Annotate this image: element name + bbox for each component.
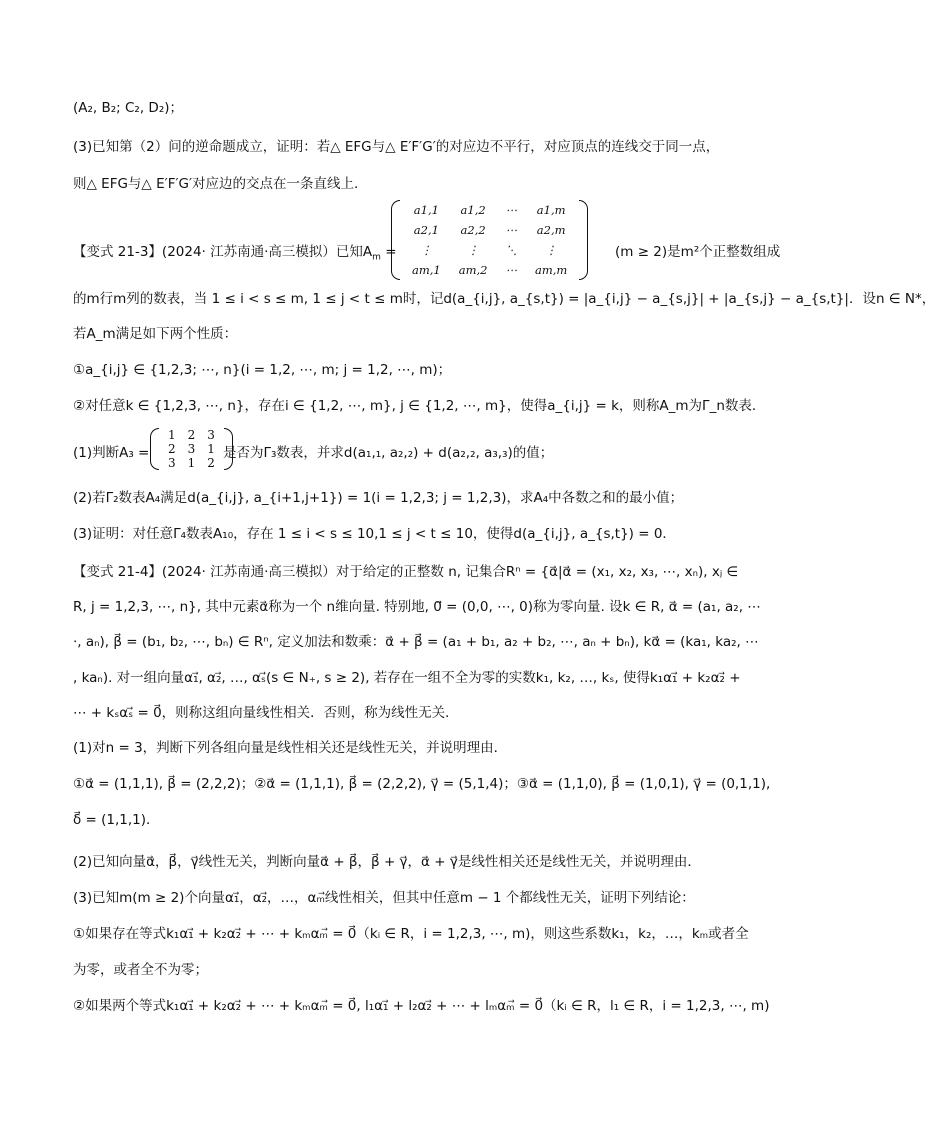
text-line-14: ⋅, aₙ), β⃗ = (b₁, b₂, ⋯, bₙ) ∈ Rⁿ, 定义加法和数乘：α⃗ + β⃗ = (a₁ + b₁, a₂ + b₂, ⋯, aₙ + bₙ), kα⃗ = (ka₁, ka₂, ⋯ bbox=[73, 634, 759, 650]
text-line-1: (A₂, B₂; C₂, D₂)； bbox=[73, 100, 184, 116]
a3-cell: 1 bbox=[187, 456, 196, 470]
am-cell: ⋯ bbox=[505, 263, 517, 277]
am-cell: ⋯ bbox=[505, 203, 517, 217]
a3-cell: 1 bbox=[168, 428, 176, 442]
text-line-16: ⋯ + kₛαₛ⃗ = 0⃗，则称这组向量线性相关．否则，称为线性无关． bbox=[73, 705, 459, 721]
a3-cell: 3 bbox=[168, 456, 176, 470]
text-line-12: 【变式 21-4】(2024· 江苏南通·高三模拟）对于给定的正整数 n, 记集合Rⁿ = {α⃗|α⃗ = (x₁, x₂, x₃, ⋯, xₙ), xⱼ ∈ bbox=[73, 564, 739, 580]
a3-cell: 1 bbox=[207, 442, 215, 456]
am-cell: ⋮ bbox=[420, 243, 433, 257]
question-1-prefix: (1)判断A₃ = bbox=[73, 445, 150, 461]
am-cell: a1,2 bbox=[460, 203, 486, 217]
matrix-a3 bbox=[150, 428, 233, 474]
text-line-22: ①如果存在等式k₁α₁⃗ + k₂α₂⃗ + ⋯ + kₘαₘ⃗ = 0⃗（kᵢ ∈ R，i = 1,2,3, ⋯, m)，则这些系数k₁，k₂，…，kₘ或者全 bbox=[73, 926, 749, 942]
variant-21-3-sub: m bbox=[372, 252, 381, 263]
text-line-11: (3)证明：对任意Γ₄数表A₁₀，存在 1 ≤ i < s ≤ 10,1 ≤ j < t ≤ 10，使得d(a_{i,j}, a_{s,t}) = 0． bbox=[73, 526, 676, 542]
a3-cell: 2 bbox=[207, 456, 215, 470]
text-line-24: ②如果两个等式k₁α₁⃗ + k₂α₂⃗ + ⋯ + kₘαₘ⃗ = 0⃗, l₁α₁⃗ + l₂α₂⃗ + ⋯ + lₘαₘ⃗ = 0⃗（kᵢ ∈ R，l₁ ∈ R，i = 1,2,3, ⋯, m) bbox=[73, 998, 770, 1014]
a3-cell: 2 bbox=[187, 428, 196, 442]
am-cell: am,m bbox=[534, 263, 568, 277]
am-cell: ⋮ bbox=[545, 243, 557, 257]
am-cell: a2,1 bbox=[413, 223, 439, 237]
am-cell: a1,m bbox=[536, 203, 566, 217]
a3-cell: 2 bbox=[168, 442, 176, 456]
text-line-6: 若A_m满足如下两个性质： bbox=[73, 326, 238, 342]
text-line-13: R, j = 1,2,3, ⋯, n}, 其中元素α⃗称为一个 n维向量. 特别地, 0⃗ = (0,0, ⋯, 0)称为零向量. 设k ∈ R, α⃗ = (a₁, a₂, ⋯ bbox=[73, 599, 761, 615]
text-line-3: 则△ EFG与△ E′F′G′对应边的交点在一条直线上． bbox=[73, 176, 368, 192]
text-line-18: ①α⃗ = (1,1,1), β⃗ = (2,2,2)；②α⃗ = (1,1,1), β⃗ = (2,2,2), γ⃗ = (5,1,4)；③α⃗ = (1,1,0), β⃗ = (1,0,1), γ⃗ = (0,1,1), bbox=[73, 776, 771, 792]
a3-cell: 3 bbox=[207, 428, 215, 442]
text-line-19: δ⃗ = (1,1,1)． bbox=[73, 812, 160, 828]
am-cell: ⋮ bbox=[467, 243, 479, 257]
text-line-21: (3)已知m(m ≥ 2)个向量α₁⃗，α₂⃗，…，αₘ⃗线性相关，但其中任意m − 1 个都线性无关，证明下列结论： bbox=[73, 890, 695, 906]
variant-21-3-suffix: (m ≥ 2)是m²个正整数组成 bbox=[615, 244, 781, 260]
text-line-8: ②对任意k ∈ {1,2,3, ⋯, n}，存在i ∈ {1,2, ⋯, m}, j ∈ {1,2, ⋯, m}，使得a_{i,j} = k，则称A_m为Γ_n数表． bbox=[73, 398, 766, 414]
am-cell: a2,m bbox=[536, 223, 566, 237]
variant-21-3-prefix: 【变式 21-3】(2024· 江苏南通·高三模拟）已知A bbox=[73, 244, 373, 260]
text-line-2: (3)已知第（2）问的逆命题成立，证明：若△ EFG与△ E′F′G′的对应边不平行，对应顶点的连线交于同一点， bbox=[73, 139, 720, 155]
text-line-5: 的m行m列的数表，当 1 ≤ i < s ≤ m, 1 ≤ j < t ≤ m时，记d(a_{i,j}, a_{s,t}) = |a_{i,j} − a_{s,j}| + |a_{s,j} − a_{s,t}|．设n ∈ N*， bbox=[73, 291, 935, 307]
text-line-20: (2)已知向量α⃗，β⃗，γ⃗线性无关，判断向量α⃗ + β⃗，β⃗ + γ⃗，α⃗ + γ⃗是线性相关还是线性无关，并说明理由． bbox=[73, 854, 701, 870]
a3-cell: 3 bbox=[187, 442, 196, 456]
text-line-7: ①a_{i,j} ∈ {1,2,3; ⋯, n}(i = 1,2, ⋯, m; j = 1,2, ⋯, m)； bbox=[73, 362, 452, 378]
matrix-am bbox=[391, 200, 588, 284]
question-1-suffix: 是否为Γ₃数表，并求d(a₁,₁, a₂,₂) + d(a₂,₂, a₃,₃)的值； bbox=[223, 445, 554, 461]
variant-21-3-header bbox=[73, 200, 781, 300]
text-line-17: (1)对n = 3，判断下列各组向量是线性相关还是线性无关，并说明理由． bbox=[73, 740, 508, 756]
am-cell: a1,1 bbox=[413, 203, 439, 217]
text-line-10: (2)若Γ₂数表A₄满足d(a_{i,j}, a_{i+1,j+1}) = 1(i = 1,2,3; j = 1,2,3)，求A₄中各数之和的最小值； bbox=[73, 490, 684, 506]
am-cell: am,2 bbox=[458, 263, 488, 277]
variant-21-3-eq: = bbox=[380, 244, 397, 260]
text-line-15: , kaₙ). 对一组向量α₁⃗, α₂⃗, …, αₛ⃗(s ∈ N₊, s ≥ 2), 若存在一组不全为零的实数k₁, k₂, …, kₛ, 使得k₁α₁⃗ + k₂α₂⃗ + bbox=[73, 670, 741, 686]
am-cell: am,1 bbox=[412, 263, 441, 277]
question-1-row bbox=[73, 428, 753, 474]
am-cell: a2,2 bbox=[460, 223, 486, 237]
text-line-23: 为零，或者全不为零； bbox=[73, 962, 208, 978]
am-cell: ⋯ bbox=[505, 223, 517, 237]
am-cell: ⋱ bbox=[505, 243, 517, 257]
